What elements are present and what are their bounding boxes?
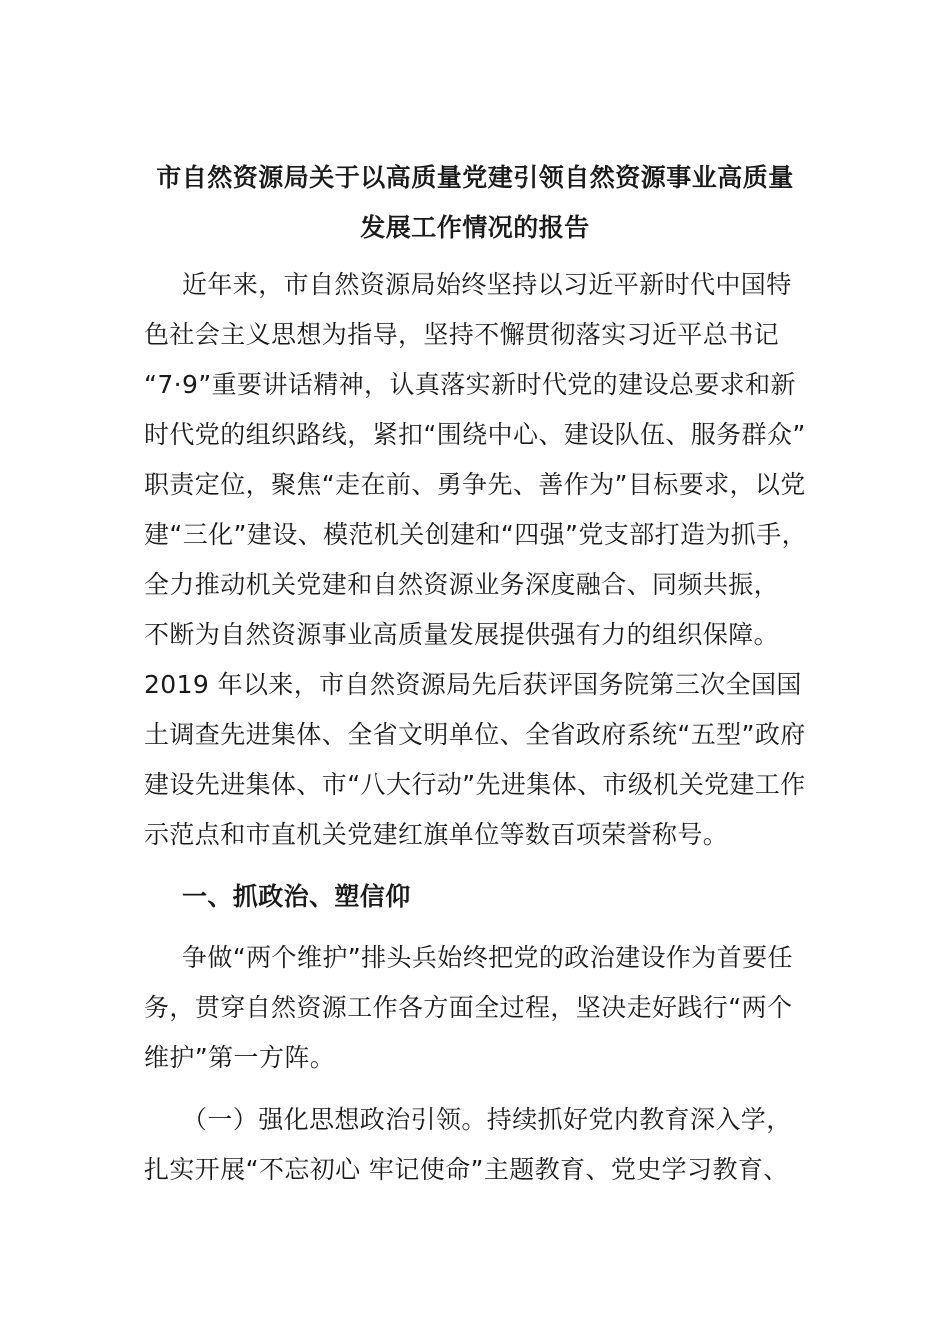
paragraph-1-line: 建设先进集体、市“八大行动”先进集体、市级机关党建工作 xyxy=(144,770,806,799)
paragraph-1-line: 色社会主义思想为指导，坚持不懈贯彻落实习近平总书记 xyxy=(144,320,780,349)
paragraph-3-line: （一）强化思想政治引领。持续抓好党内教育深入学， xyxy=(182,1105,792,1134)
paragraph-1-line: 近年来，市自然资源局始终坚持以习近平新时代中国特 xyxy=(182,270,792,299)
paragraph-1-line: 示范点和市直机关党建红旗单位等数百项荣誉称号。 xyxy=(144,820,729,849)
paragraph-1-line: 2019 年以来，市自然资源局先后获评国务院第三次全国国 xyxy=(144,670,802,699)
paragraph-2-line: 务，贯穿自然资源工作各方面全过程，坚决走好践行“两个 xyxy=(144,993,793,1022)
paragraph-1-line: 时代党的组织路线，紧扣“围绕中心、建设队伍、服务群众” xyxy=(144,420,806,449)
document-title-line-2: 发展工作情况的报告 xyxy=(360,213,590,242)
paragraph-1-line: 全力推动机关党建和自然资源业务深度融合、同频共振， xyxy=(144,570,780,599)
paragraph-1-line: 职责定位，聚焦“走在前、勇争先、善作为”目标要求，以党 xyxy=(144,470,806,499)
paragraph-1-line: 不断为自然资源事业高质量发展提供强有力的组织保障。 xyxy=(144,620,780,649)
paragraph-2-line: 争做“两个维护”排头兵始终把党的政治建设作为首要任 xyxy=(182,943,793,972)
paragraph-2-line: 维护”第一方阵。 xyxy=(144,1043,336,1072)
paragraph-1-line: “7·9”重要讲话精神，认真落实新时代党的建设总要求和新 xyxy=(144,370,796,399)
paragraph-1-line: 土调查先进集体、全省文明单位、全省政府系统“五型”政府 xyxy=(144,720,806,749)
section-1-heading: 一、抓政治、塑信仰 xyxy=(182,882,411,911)
paragraph-3-line: 扎实开展“不忘初心 牢记使命”主题教育、党史学习教育、 xyxy=(144,1155,789,1184)
paragraph-1-line: 建“三化”建设、模范机关创建和“四强”党支部打造为抓手， xyxy=(144,520,808,549)
document-title-line-1: 市自然资源局关于以高质量党建引领自然资源事业高质量 xyxy=(156,163,794,192)
